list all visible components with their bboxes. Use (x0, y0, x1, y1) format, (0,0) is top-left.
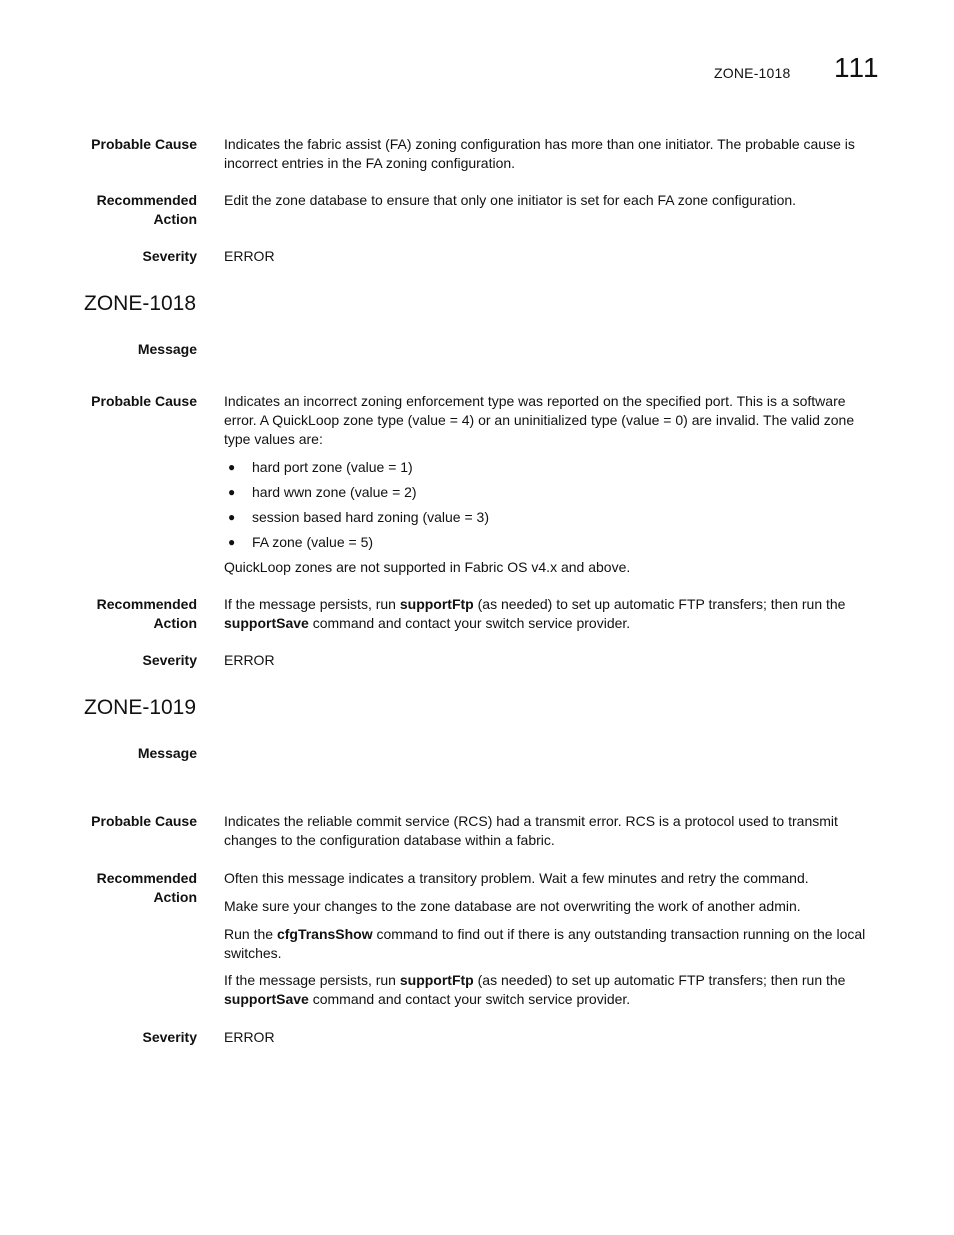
probable-cause-label: Probable Cause (91, 813, 197, 829)
list-item: hard port zone (value = 1) (252, 459, 413, 475)
severity-label: Severity (142, 652, 197, 668)
command-cfgtransshow: cfgTransShow (276, 926, 373, 942)
recommended-label-line2: Action (153, 211, 197, 227)
running-header-code: ZONE-1018 (714, 65, 791, 81)
text-run: Run the (224, 926, 277, 942)
message-label: Message (137, 745, 197, 761)
recommended-label-line2: Action (153, 615, 197, 631)
recommended-action-text: Edit the zone database to ensure that only one initiator is set for each FA zone configuration. (224, 192, 797, 208)
list-item: FA zone (value = 5) (252, 534, 374, 550)
bullet-icon: ● (228, 535, 236, 549)
recommended-label-line1: Recommended (96, 192, 197, 208)
recommended-label-line1: Recommended (96, 596, 197, 612)
probable-cause-label: Probable Cause (91, 393, 197, 409)
recommended-action-label (60, 191, 197, 229)
recommended-action-paragraph-4 (224, 971, 874, 1009)
severity-value: ERROR (224, 248, 275, 264)
recommended-action-paragraph-3 (224, 925, 874, 963)
recommended-action-paragraph-2: Make sure your changes to the zone database are not overwriting the work of another admin. (224, 898, 801, 914)
probable-cause-text: Indicates the fabric assist (FA) zoning configuration has more than one initiator. The probable cause is incorrect entries in the FA zoning configuration. (224, 136, 855, 171)
bullet-icon: ● (228, 510, 236, 524)
command-supportftp: supportFtp (399, 972, 474, 988)
severity-label: Severity (142, 1029, 197, 1045)
text-run: command and contact your switch service provider. (308, 615, 631, 631)
bullet-icon: ● (228, 460, 236, 474)
section-heading-zone-1018: ZONE-1018 (84, 292, 197, 315)
recommended-label-line2: Action (153, 889, 197, 905)
section-heading-zone-1019: ZONE-1019 (84, 696, 197, 719)
recommended-action-text (224, 595, 874, 633)
text-run: If the message persists, run (224, 596, 400, 612)
note-text: QuickLoop zones are not supported in Fabric OS v4.x and above. (224, 559, 631, 575)
probable-cause-label: Probable Cause (91, 136, 197, 152)
bullet-icon: ● (228, 485, 236, 499)
command-supportsave: supportSave (224, 615, 309, 631)
probable-cause-text: Indicates the reliable commit service (RCS) had a transmit error. RCS is a protocol used to transmit changes to the configuration database within a fabric. (224, 813, 838, 848)
severity-label: Severity (142, 248, 197, 264)
text-run: (as needed) to set up automatic FTP transfers; then run the (473, 596, 846, 612)
severity-value: ERROR (224, 652, 275, 668)
recommended-action-label (60, 869, 197, 907)
command-supportsave: supportSave (224, 991, 309, 1007)
text-run: command and contact your switch service provider. (308, 991, 631, 1007)
text-run: If the message persists, run (224, 972, 400, 988)
recommended-action-paragraph-1: Often this message indicates a transitory problem. Wait a few minutes and retry the command. (224, 870, 809, 886)
list-item: hard wwn zone (value = 2) (252, 484, 417, 500)
severity-value: ERROR (224, 1029, 275, 1045)
page-number: 111 (834, 52, 880, 83)
recommended-action-label (60, 595, 197, 633)
text-run: command to find out if there is any outstanding transaction running on the local switches. (224, 926, 866, 961)
recommended-label-line1: Recommended (96, 870, 197, 886)
list-item: session based hard zoning (value = 3) (252, 509, 489, 525)
text-run: (as needed) to set up automatic FTP transfers; then run the (473, 972, 846, 988)
command-supportftp: supportFtp (399, 596, 474, 612)
message-label: Message (137, 341, 197, 357)
probable-cause-text: Indicates an incorrect zoning enforcement type was reported on the specified port. This is a software error. A QuickLoop zone type (value = 4) or an uninitialized type (value = 0) are invalid. The valid zone type values are: (224, 393, 855, 447)
